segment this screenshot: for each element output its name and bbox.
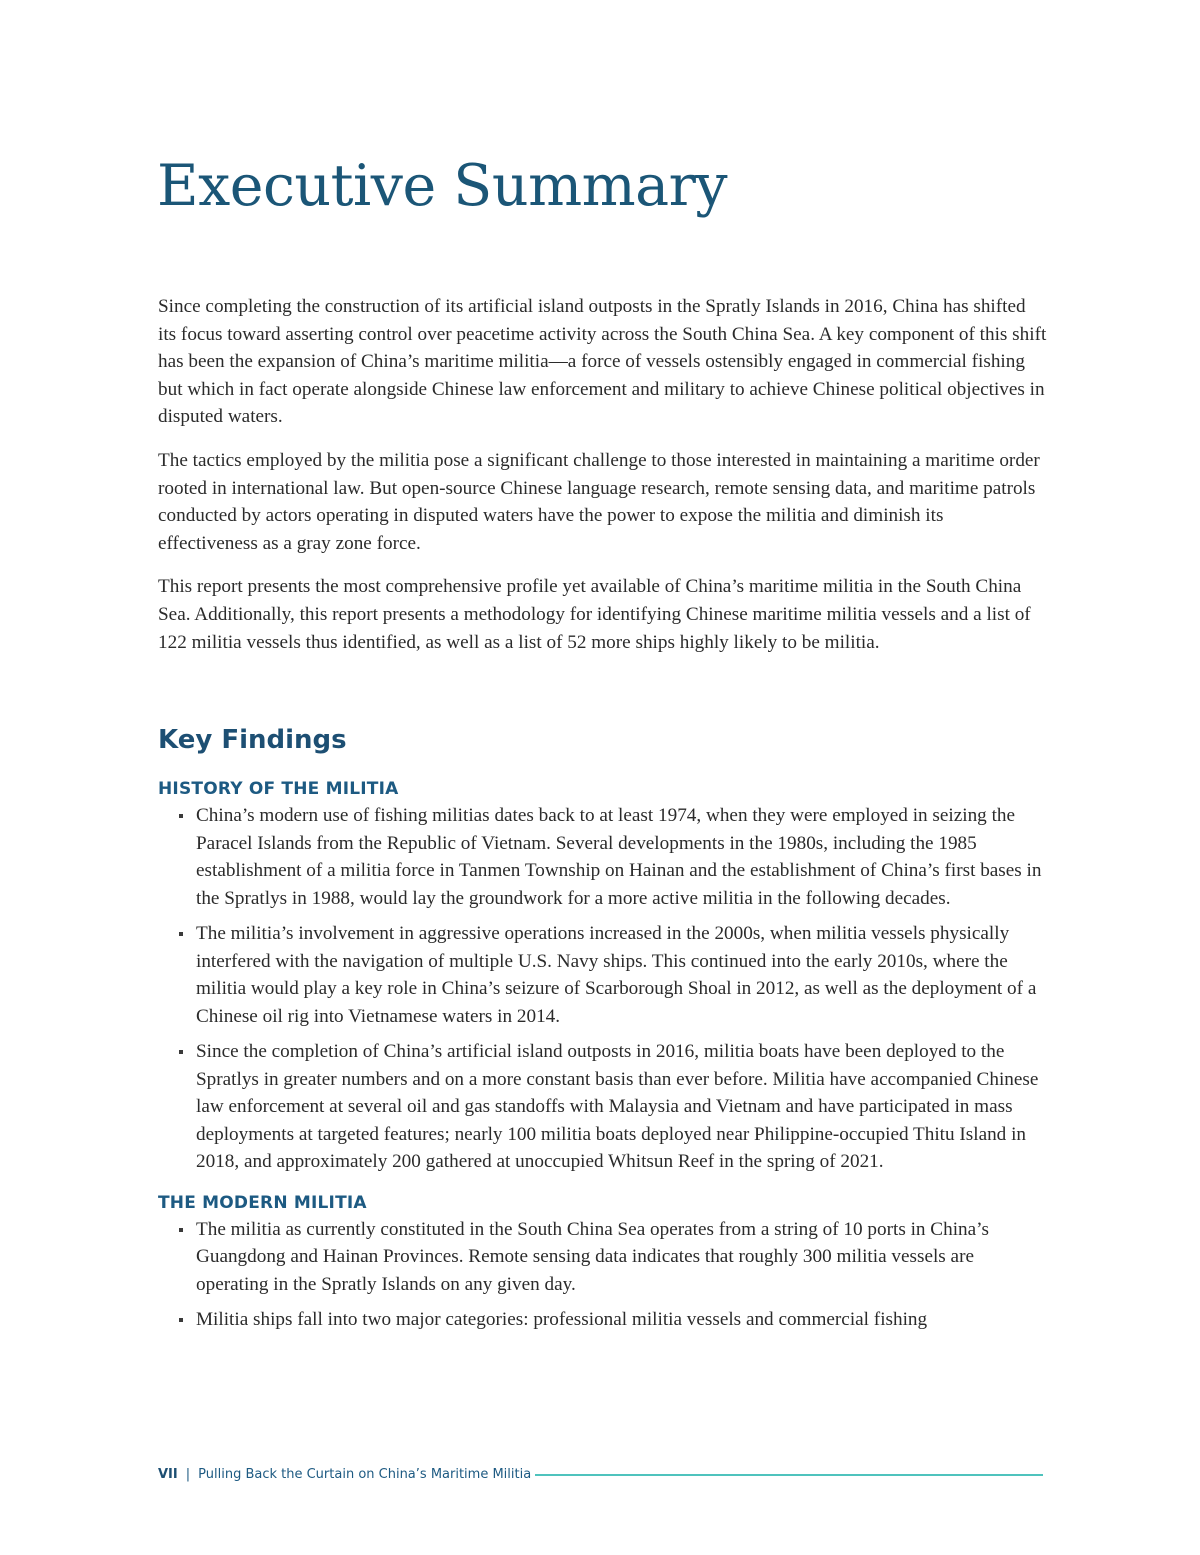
footer-separator: |	[185, 1466, 191, 1482]
bullet-icon	[179, 932, 183, 936]
footer-divider	[535, 1474, 1043, 1476]
list-item	[158, 920, 1048, 1030]
bullet-text: Militia ships fall into two major categories: professional militia vessels and commercial fishing	[196, 1309, 928, 1330]
bullet-text: Since the completion of China’s artificial island outposts in 2016, militia boats have been deployed to the Spratlys in greater numbers and on a more constant basis than ever before. Militia have accompanied Chinese law enforcement at several oil and gas standoffs with Malaysia and Vietnam and have participated in mass deployments at targeted features; nearly 100 militia boats deployed near Philippine-occupied Thitu Island in 2018, and approximately 200 gathered at unoccupied Whitsun Reef in the spring of 2021.	[196, 1041, 1039, 1172]
page-footer	[158, 1463, 1043, 1485]
list-item	[158, 1038, 1048, 1176]
history-subheading: HISTORY OF THE MILITIA	[158, 779, 399, 799]
history-bullet-list	[158, 802, 1048, 1176]
bullet-icon	[179, 1228, 183, 1232]
findings-group-history	[158, 776, 1048, 1176]
bullet-icon	[179, 1318, 183, 1322]
list-item	[158, 802, 1048, 912]
bullet-icon	[179, 1050, 183, 1054]
bullet-text: The militia as currently constituted in the South China Sea operates from a string of 10 ports in China’s Guangdong and Hainan Provinces. Remote sensing data indicates that roughly 300 militia vessels are operating in the Spratly Islands on any given day.	[196, 1218, 989, 1295]
findings-group-modern	[158, 1190, 1048, 1334]
key-findings-section	[158, 776, 1048, 1342]
page-number: VII	[158, 1466, 178, 1482]
bullet-text: China’s modern use of fishing militias dates back to at least 1974, when they were employed in seizing the Paracel Islands from the Republic of Vietnam. Several developments in the 1980s, including the 1985 establishment of a militia force in Tanmen Township on Hainan and the establishment of China’s first bases in the Spratlys in 1988, would lay the groundwork for a more active militia in the following decades.	[196, 805, 1042, 909]
modern-militia-subheading: THE MODERN MILITIA	[158, 1192, 367, 1213]
list-item	[158, 1306, 1048, 1334]
list-item	[158, 1216, 1048, 1299]
bullet-text: The militia’s involvement in aggressive operations increased in the 2000s, when militia vessels physically interfered with the navigation of multiple U.S. Navy ships. This continued into the early 2010s, where the militia would play a key role in China’s seizure of Scarborough Shoal in 2012, as well as the deployment of a Chinese oil rig into Vietnamese waters in 2014.	[196, 923, 1037, 1027]
intro-paragraph: Since completing the construction of its artificial island outposts in the Spratly Islands in 2016, China has shifted its focus toward asserting control over peacetime activity across the South China Sea. A key component of this shift has been the expansion of China’s maritime militia—a force of vessels ostensibly engaged in commercial fishing but which in fact operate alongside Chinese law enforcement and military to achieve Chinese political objectives in disputed waters.	[158, 296, 1047, 428]
footer-report-title: Pulling Back the Curtain on China’s Maritime Militia	[198, 1466, 532, 1482]
bullet-icon	[179, 814, 183, 818]
intro-section	[158, 293, 1048, 672]
intro-paragraph: The tactics employed by the militia pose a significant challenge to those interested in maintaining a maritime order rooted in international law. But open-source Chinese language research, remote sensing data, and maritime patrols conducted by actors operating in disputed waters have the power to expose the militia and diminish its effectiveness as a gray zone force.	[158, 449, 1040, 554]
modern-bullet-list	[158, 1216, 1048, 1334]
key-findings-heading: Key Findings	[158, 725, 347, 755]
page-title: Executive Summary	[157, 153, 728, 219]
intro-paragraph: This report presents the most comprehensive profile yet available of China’s maritime militia in the South China Sea. Additionally, this report presents a methodology for identifying Chinese maritime militia vessels and a list of 122 militia vessels thus identified, as well as a list of 52 more ships highly likely to be militia.	[158, 576, 1031, 653]
